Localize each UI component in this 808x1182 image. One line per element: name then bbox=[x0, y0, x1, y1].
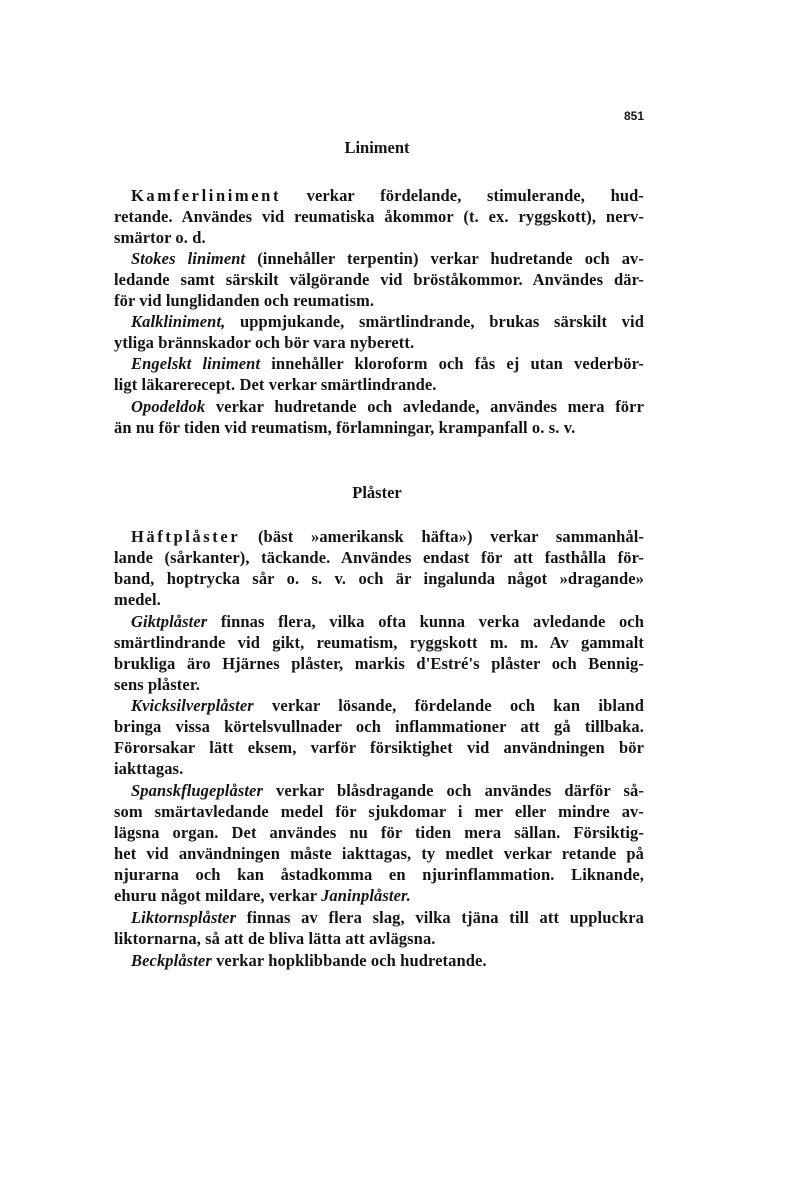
text-line bbox=[131, 248, 644, 270]
text-line: njurarna och kan åstadkomma en njurinflammation. Liknande, bbox=[114, 865, 644, 884]
italic-term: Stokes liniment bbox=[131, 249, 246, 268]
section-heading-liniment: Liniment bbox=[344, 138, 410, 157]
line-text: (innehåller terpentin) verkar hudretande och av- bbox=[245, 249, 645, 268]
text-line: retande. Användes vid reumatiska åkommor (t. ex. ryggskott), nerv- bbox=[114, 207, 644, 226]
text-line bbox=[131, 353, 644, 375]
line-text: finnas av flera slag, vilka tjäna till att uppluckra bbox=[236, 908, 644, 927]
text-line: iakttagas. bbox=[114, 759, 184, 778]
text-line bbox=[131, 396, 644, 418]
text-line: band, hoptrycka sår o. s. v. och är ingalunda något »dragande» bbox=[114, 569, 644, 588]
line-text: uppmjukande, smärtlindrande, brukas särskilt vid bbox=[225, 312, 644, 331]
text-line: lägsna organ. Det användes nu för tiden mera sällan. Försiktig- bbox=[114, 823, 644, 842]
italic-term: Janinplåster. bbox=[321, 886, 411, 905]
text-line: liktornarna, så att de bliva lätta att avlägsna. bbox=[114, 929, 436, 948]
italic-term: Giktplåster bbox=[131, 612, 208, 631]
italic-term: Beckplåster bbox=[131, 951, 212, 970]
text-line bbox=[131, 695, 644, 717]
spaced-term: Kamferliniment bbox=[131, 186, 282, 205]
text-line: än nu för tiden vid reumatism, förlamningar, krampanfall o. s. v. bbox=[114, 418, 576, 437]
text-line bbox=[114, 885, 644, 907]
text-line: lande (sårkanter), täckande. Användes endast för att fasthålla för- bbox=[114, 548, 644, 567]
text-line: smärtlindrande vid gikt, reumatism, ryggskott m. m. Av gammalt bbox=[114, 633, 644, 652]
line-text: verkar hopklibbande och hudretande. bbox=[211, 951, 487, 970]
line-text: ehuru något mildare, verkar bbox=[114, 886, 322, 905]
text-line: som smärtavledande medel för sjukdomar i mer eller mindre av- bbox=[114, 802, 644, 821]
text-line bbox=[131, 526, 644, 548]
text-line bbox=[131, 780, 644, 802]
text-line: ledande samt särskilt välgörande vid bröståkommor. Användes där- bbox=[114, 270, 644, 289]
line-text: innehåller kloroform och fås ej utan vederbör- bbox=[260, 354, 644, 373]
text-line: brukliga äro Hjärnes plåster, markis d'Estré's plåster och Bennig- bbox=[114, 654, 644, 673]
line-text: verkar lösande, fördelande och kan ibland bbox=[253, 696, 644, 715]
text-line: bringa vissa körtelsvullnader och inflammationer att gå tillbaka. bbox=[114, 717, 644, 736]
text-line bbox=[131, 907, 644, 929]
text-line bbox=[131, 311, 644, 333]
section-heading-plaster: Plåster bbox=[352, 483, 402, 502]
line-text: finnas flera, vilka ofta kunna verka avledande och bbox=[207, 612, 644, 631]
line-text: (bäst »amerikansk häfta») verkar sammanhål- bbox=[240, 527, 644, 546]
italic-term: Kvicksilverplåster bbox=[131, 696, 254, 715]
text-line bbox=[131, 185, 644, 207]
text-line: smärtor o. d. bbox=[114, 228, 206, 247]
text-line: ytliga brännskador och bör vara nyberett. bbox=[114, 333, 415, 352]
italic-term: Kalkliniment, bbox=[131, 312, 226, 331]
text-line: het vid användningen måste iakttagas, ty medlet verkar retande på bbox=[114, 844, 644, 863]
spaced-term: Häftplåster bbox=[131, 527, 241, 546]
text-line: ligt läkarerecept. Det verkar smärtlindrande. bbox=[114, 375, 437, 394]
text-line bbox=[131, 950, 644, 972]
italic-term: Spanskflugeplåster bbox=[131, 781, 263, 800]
text-line bbox=[131, 611, 644, 633]
italic-term: Engelskt liniment bbox=[131, 354, 261, 373]
text-line: medel. bbox=[114, 590, 161, 609]
line-text: verkar blåsdragande och användes därför så- bbox=[263, 781, 644, 800]
line-text: verkar hudretande och avledande, användes mera förr bbox=[205, 397, 644, 416]
text-line: för vid lunglidanden och reumatism. bbox=[114, 291, 375, 310]
text-line: Förorsakar lätt eksem, varför försiktighet vid användningen bör bbox=[114, 738, 644, 757]
text-line: sens plåster. bbox=[114, 675, 200, 694]
line-text: verkar fördelande, stimulerande, hud- bbox=[281, 186, 644, 205]
italic-term: Opodeldok bbox=[131, 397, 206, 416]
page-number: 851 bbox=[623, 109, 644, 123]
italic-term: Liktornsplåster bbox=[131, 908, 237, 927]
